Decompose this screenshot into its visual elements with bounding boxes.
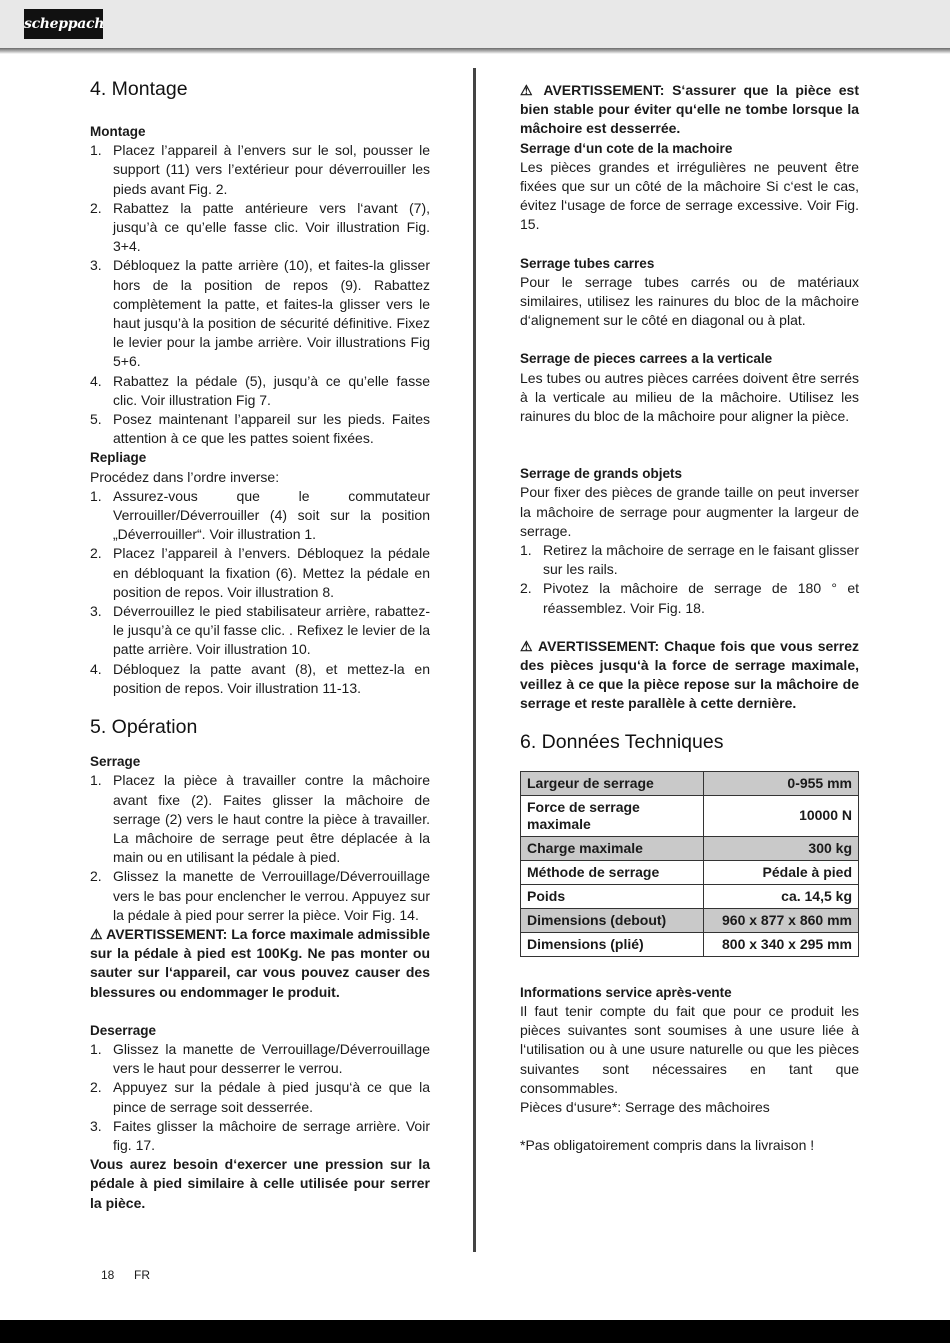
spec-value: 300 kg xyxy=(704,836,859,860)
vertical-text: Les tubes ou autres pièces carrées doivent être serrés à la verticale au milieu de la mâchoire. Utilisez les rainures du bloc de la mâchoire pour aligner la pièce. xyxy=(520,369,859,425)
one-side-text: Les pièces grandes et irrégulières ne peuvent être fixées que sur un côté de la mâchoire Si c‘est le cas, évitez l‘usage de force de serrage excessive. Voir Fig. 15. xyxy=(520,158,859,233)
vertical-heading: Serrage de pieces carrees a la verticale xyxy=(520,351,773,367)
repliage-steps xyxy=(90,487,430,698)
language-code: FR xyxy=(134,1268,150,1282)
large-text: Pour fixer des pièces de grande taille on peut inverser la mâchoire de serrage pour augmenter la largeur de serrage. xyxy=(520,484,859,539)
bottom-bar xyxy=(0,1320,950,1343)
table-row xyxy=(521,860,859,884)
spec-label: Dimensions (plié) xyxy=(521,932,704,956)
spec-label: Force de serrage maximale xyxy=(521,795,704,836)
large-steps xyxy=(520,541,859,618)
tubes-text: Pour le serrage tubes carrés ou de matériaux similaires, utilisez les rainures du bloc de la mâchoire d‘alignement sur le côté en diagonal ou à plat. xyxy=(520,273,859,329)
tubes-heading: Serrage tubes carres xyxy=(520,255,655,271)
column-divider xyxy=(473,68,476,1252)
warning-stable: ⚠ AVERTISSEMENT: S‘assurer que la pièce est bien stable pour éviter qu‘elle ne tombe lorsque la mâchoire est desserrée. xyxy=(520,82,859,137)
warning-max: ⚠ AVERTISSEMENT: Chaque fois que vous serrez des pièces jusqu‘à la force de serrage maximale, veillez à ce que la pièce repose sur la mâchoire de serrage et reste parallèle à cette dernière. xyxy=(520,637,859,712)
large-heading: Serrage de grands objets xyxy=(520,466,683,482)
header-shadow xyxy=(0,48,950,54)
list-item: 3. Déverrouillez le pied stabilisateur arrière, rabattez-le jusqu’à ce qu’il fasse clic. . Refixez le levier de la patte arrière. Voir illustration 10. xyxy=(90,603,430,658)
list-item: 1. Glissez la manette de Verrouillage/Déverrouillage vers le haut pour desserrer le verrou. xyxy=(90,1040,430,1077)
montage-heading: Montage xyxy=(90,124,146,139)
list-item: 2. Placez l’appareil à l’envers. Débloquez la pédale en débloquant la fixation (6). Mettez la pédale en position de repos. Voir illustration 8. xyxy=(90,545,430,600)
montage-steps xyxy=(90,141,430,448)
table-row xyxy=(521,932,859,956)
section-6-title: 6. Données Techniques xyxy=(520,730,724,753)
deserrage-steps xyxy=(90,1040,430,1155)
brand-logo: scheppach xyxy=(24,9,103,39)
repliage-heading: Repliage xyxy=(90,450,147,466)
table-row xyxy=(521,908,859,932)
header-bar xyxy=(0,0,950,48)
list-item: 1. Assurez-vous que le commutateur Verrouiller/Déverrouiller (4) soit sur la position „Déverrouiller“. Voir illustration 1. xyxy=(90,487,430,543)
list-item: 3. Faites glisser la mâchoire de serrage arrière. Voir fig. 17. xyxy=(90,1117,430,1153)
spec-value: 800 x 340 x 295 mm xyxy=(704,932,859,956)
spec-label: Poids xyxy=(521,884,704,908)
table-row xyxy=(521,771,859,795)
list-item: 2. Appuyez sur la pédale à pied jusqu‘à ce que la pince de serrage soit desserrée. xyxy=(90,1079,430,1115)
right-column xyxy=(520,81,859,1155)
spec-table xyxy=(520,771,859,957)
footnote: *Pas obligatoirement compris dans la livraison ! xyxy=(520,1137,815,1154)
spec-label: Charge maximale xyxy=(521,836,704,860)
list-item: 2. Glissez la manette de Verrouillage/Déverrouillage vers le bas pour enclencher le verrou. Appuyez sur la pédale à pied pour serrer la pièce. Voir Fig. 14. xyxy=(90,868,430,923)
deserrage-heading: Deserrage xyxy=(90,1022,157,1038)
spec-value: 960 x 877 x 860 mm xyxy=(704,908,859,932)
section-5-title: 5. Opération xyxy=(90,716,198,739)
spec-label: Dimensions (debout) xyxy=(521,908,704,932)
spec-label: Méthode de serrage xyxy=(521,860,704,884)
closing-note: Vous aurez besoin d‘exercer une pression sur la pédale à pied similaire à celle utilisée pour serrer la pièce. xyxy=(90,1156,430,1211)
serrage-steps xyxy=(90,771,430,925)
spec-value: ca. 14,5 kg xyxy=(704,884,859,908)
service-heading: Informations service après-vente xyxy=(520,984,732,1000)
table-row xyxy=(521,795,859,836)
spec-value: 10000 N xyxy=(704,795,859,836)
wear-parts: Pièces d‘usure*: Serrage des mâchoires xyxy=(520,1098,770,1115)
service-text: Il faut tenir compte du fait que pour ce produit les pièces suivantes sont soumises à une usure liée à l‘utilisation ou à une usure naturelle ou que les pièces suivantes sont nécessaires en tant que consommables. xyxy=(520,1002,859,1096)
left-column xyxy=(90,76,430,1213)
list-item: 3. Débloquez la patte arrière (10), et faites-la glisser hors de la position de repos (9). Rabattez complètement la patte, et faites-la glisser vers le haut jusqu’à la position de sécurité définitive. Fixez le levier pour la jambe arrière. Voir illustrations Fig 5+6. xyxy=(90,257,430,370)
list-item: 4. Rabattez la pédale (5), jusqu’à ce qu’elle fasse clic. Voir illustration Fig 7. xyxy=(90,372,430,408)
warning-force: ⚠ AVERTISSEMENT: La force maximale admissible sur la pédale à pied est 100Kg. Ne pas monter ou sauter sur l‘appareil, car vous pouvez causer des blessures ou endommager le produit. xyxy=(90,925,430,1000)
table-row xyxy=(521,836,859,860)
table-row xyxy=(521,884,859,908)
list-item: 2. Rabattez la patte antérieure vers l‘avant (7), jusqu’à ce qu’elle fasse clic. Voir illustration Fig. 3+4. xyxy=(90,199,430,255)
one-side-heading: Serrage d‘un cote de la machoire xyxy=(520,140,733,156)
spec-value: Pédale à pied xyxy=(704,860,859,884)
list-item: 4. Débloquez la patte avant (8), et mettez-la en position de repos. Voir illustration 11-13. xyxy=(90,660,430,696)
list-item: 1. Placez la pièce à travailler contre la mâchoire avant fixe (2). Faites glisser la mâchoire de serrage (2) vers le haut contre la pièce à travailler. La mâchoire de serrage peut être déplacée à la main ou en utilisant la pédale à pied. xyxy=(90,772,430,866)
list-item: 1. Retirez la mâchoire de serrage en le faisant glisser sur les rails. xyxy=(520,542,859,578)
list-item: 2. Pivotez la mâchoire de serrage de 180 ° et réassemblez. Voir Fig. 18. xyxy=(520,580,859,616)
list-item: 1. Placez l’appareil à l’envers sur le sol, pousser le support (11) vers l’extérieur pour déverrouiller les pieds avant Fig. 2. xyxy=(90,142,430,197)
section-4-title: 4. Montage xyxy=(90,78,188,100)
page-number: 18 xyxy=(101,1268,115,1282)
repliage-intro: Procédez dans l’ordre inverse: xyxy=(90,468,280,485)
spec-value: 0-955 mm xyxy=(704,771,859,795)
serrage-heading: Serrage xyxy=(90,754,141,770)
list-item: 5. Posez maintenant l’appareil sur les pieds. Faites attention à ce que les pattes soient fixées. xyxy=(90,411,430,447)
spec-label: Largeur de serrage xyxy=(521,771,704,795)
